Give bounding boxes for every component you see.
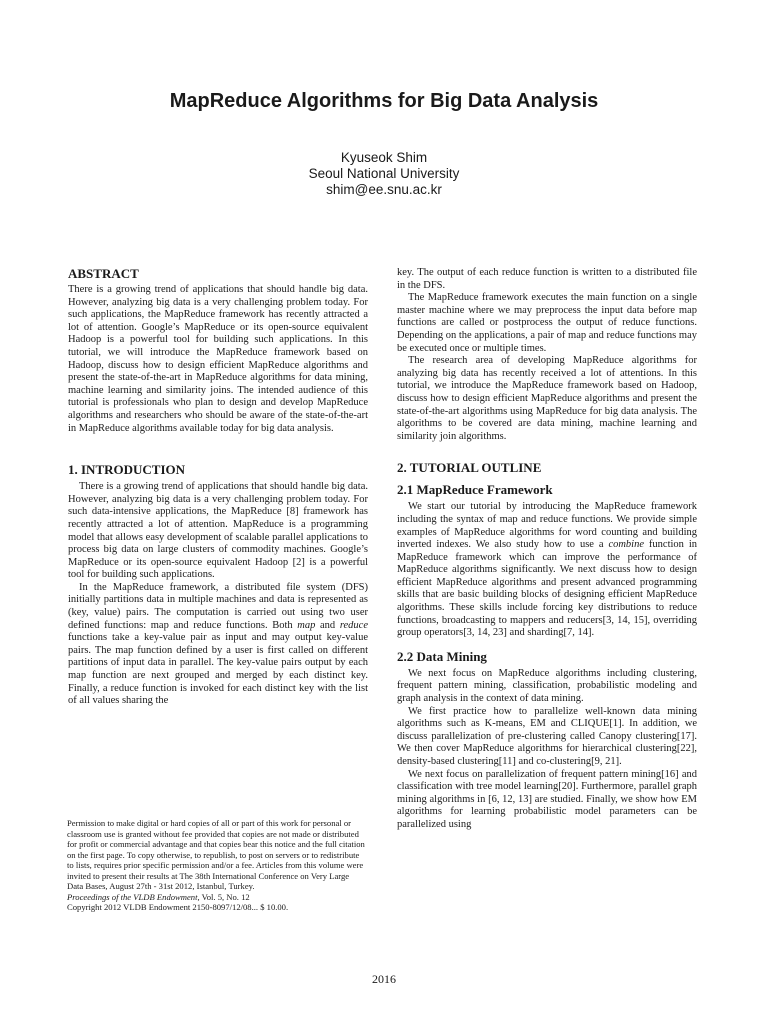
intro-heading: 1. INTRODUCTION (68, 462, 186, 478)
page-number: 2016 (372, 972, 396, 986)
author-affiliation: Seoul National University (308, 166, 460, 181)
proceedings-line: Proceedings of the VLDB Endowment, Vol. 5, No. 12 (67, 891, 250, 902)
data-mining-paragraph-1: We next focus on MapReduce algorithms including clustering, frequent pattern mining, classification, probabilistic modeling and graph analysis in the context of data mining. (397, 667, 697, 705)
left-column (68, 266, 368, 708)
outline-heading: 2. TUTORIAL OUTLINE (397, 460, 542, 476)
author-block (0, 150, 768, 198)
intro-paragraph-3: The MapReduce framework executes the main function on a single master machine where we may preprocess the input data before map functions are called or postprocess the output of reduce functions. Depending on the applications, a pair of map and reduce functions may be executed once or multiple times. (397, 292, 697, 354)
permission-footnote (67, 818, 367, 913)
data-mining-paragraph-2: We first practice how to parallelize well-known data mining algorithms such as K-means, EM and CLIQUE[1]. In addition, we discuss parallelization of pre-clustering called Canopy clustering[17]. We then cover MapReduce algorithms for hierarchical clustering[22], density-based clustering[11] and co-clustering[9, 21]. (397, 705, 697, 767)
paper-title: MapReduce Algorithms for Big Data Analysis (169, 90, 599, 112)
author-email: shim@ee.snu.ac.kr (326, 182, 442, 197)
author-name: Kyuseok Shim (340, 150, 428, 165)
subsection-mapreduce-framework: 2.1 MapReduce Framework (397, 482, 553, 498)
right-column (397, 267, 697, 832)
data-mining-paragraph-3: We next focus on parallelization of frequent pattern mining[16] and classification with tree model learning[20]. Furthermore, parallel graph mining algorithms in [6, 12, 13] are studied. Finally, we show how EM algorithms for learning probabilistic model parameters can be parallelized using (397, 768, 697, 830)
copyright-line: Copyright 2012 VLDB Endowment 2150-8097/12/08... $ 10.00. (67, 902, 289, 912)
intro-paragraph-1: There is a growing trend of applications that should handle big data. However, analyzing big data is a very challenging problem today. For such data-intensive applications, the MapReduce [8] framework has recently attracted a lot of attention. MapReduce is a programming model that allows easy development of scalable parallel applications to process big data on large clusters of commodity machines. Google’s MapReduce or its open-source equivalent Hadoop [2] is a powerful tool for building such applications. (68, 481, 368, 581)
abstract-heading: ABSTRACT (68, 266, 139, 281)
intro-paragraph-2-continued: key. The output of each reduce function is written to a distributed file in the DFS. (397, 267, 697, 291)
permission-text: Permission to make digital or hard copies of all or part of this work for personal or classroom use is granted without fee provided that copies are not made or distributed for profit or commercial advantage and that copies bear this notice and the full citation on the first page. To copy otherwise, to republish, to post on servers or to redistribute to lists, requires prior specific permission and/or a fee. Articles from this volume were invited to present their results at The 38th International Conference on Very Large Data Bases, August 27th - 31st 2012, Istanbul, Turkey. (67, 818, 365, 891)
framework-paragraph: We start our tutorial by introducing the MapReduce framework including the syntax of map and reduce functions. We provide simple examples of MapReduce algorithms for word counting and building inverted indexes. We also study how to use a combine function in MapReduce framework which can improve the performance of MapReduce algorithms significantly. We next discuss how to design efficient MapReduce algorithms and present advanced programming skills that are basic building blocks of designing efficient MapReduce algorithms. These skills include forcing key distributions to reduce functions, broadcasting to mappers and reducers[3, 14, 15], overriding group operators[3, 14, 23] and sharding[7, 14]. (397, 501, 697, 639)
subsection-data-mining: 2.2 Data Mining (397, 648, 487, 664)
abstract-text: There is a growing trend of applications that should handle big data. However, analyzing big data is a very challenging problem today. For such applications, the MapReduce framework has recently attracted a lot of attention. Google’s MapReduce or its open-source equivalent Hadoop is a powerful tool for building such applications. In this tutorial, we will introduce the MapReduce framework based on Hadoop, discuss how to design efficient MapReduce algorithms and present the state-of-the-art in MapReduce algorithms for data mining, machine learning and similarity joins. The intended audience of this tutorial is professionals who plan to design and develop MapReduce algorithms and researchers who should be aware of the state-of-the-art in MapReduce algorithms available today for big data analysis. (68, 284, 368, 434)
intro-paragraph-2: In the MapReduce framework, a distributed file system (DFS) initially partitions data in multiple machines and data is represented as (key, value) pairs. The computation is carried out using two user defined functions: map and reduce functions. Both map and reduce functions take a key-value pair as input and may output key-value pairs. The map function defined by a user is first called on different partitions of input data in parallel. The key-value pairs output by each map function are next grouped and merged by each distinct key. Finally, a reduce function is invoked for each distinct key with the list of all values sharing the (68, 581, 368, 707)
intro-paragraph-4: The research area of developing MapReduce algorithms for analyzing big data has recently received a lot of attentions. In this tutorial, we introduce the MapReduce framework based on Hadoop, discuss how to design efficient MapReduce algorithms and present the state-of-the-art algorithms using MapReduce for big data analysis. The algorithms to be covered are data mining, machine learning and similarity join algorithms. (397, 355, 697, 442)
